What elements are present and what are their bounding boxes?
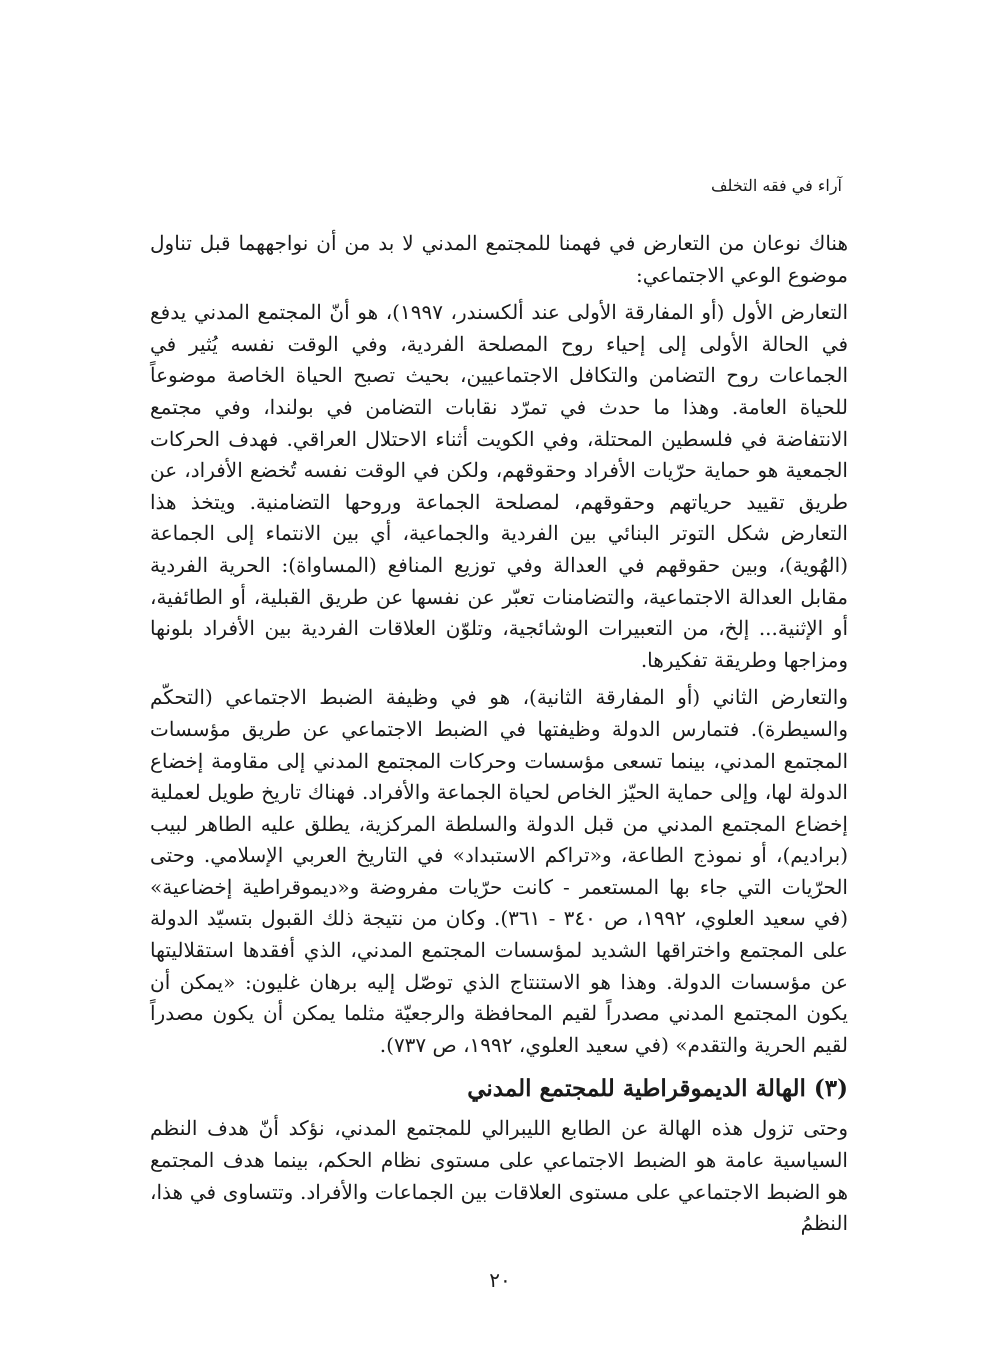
paragraph-first-contradiction: التعارض الأول (أو المفارقة الأولى عند ألكسندر، ١٩٩٧)، هو أنّ المجتمع المدني يدفع في الحالة الأولى إلى إحياء روح المصلحة الفردية، وفي الوقت نفسه يُثير في الجماعات روح التضامن والتكافل الاجتماعيين، بحيث تصبح الحياة الخاصة موضوعاً للحياة العامة. وهذا ما حدث في تمرّد نقابات التضامن في بولندا، وفي مجتمع الانتفاضة في فلسطين المحتلة، وفي الكويت أثناء الاحتلال العراقي. فهدف الحركات الجمعية هو حماية حرّيات الأفراد وحقوقهم، ولكن في الوقت نفسه تُخضع الأفراد، عن طريق تقييد حرياتهم وحقوقهم، لمصلحة الجماعة وروحها التضامنية. ويتخذ هذا التعارض شكل التوتر البنائي بين الفردية والجماعية، أي بين الانتماء إلى الجماعة (الهُوية)، وبين حقوقهم في العدالة وفي توزيع المنافع (المساواة): الحرية الفردية مقابل العدالة الاجتماعية، والتضامنات تعبّر عن نفسها عن طريق القبلية، أو الطائفية، أو الإثنية... إلخ، من التعبيرات الوشائجية، وتلوّن العلاقات الفردية بين الأفراد بلونها ومزاجها وطريقة تفكيرها. [150,300,849,672]
page-number: ٢٠ [489,1268,511,1292]
section-heading: (٣) الهالة الديموقراطية للمجتمع المدني [467,1075,848,1103]
paragraph-section: وحتى تزول هذه الهالة عن الطابع الليبرالي للمجتمع المدني، نؤكد أنّ هدف النظم السياسية عامة هو الضبط الاجتماعي على مستوى نظام الحكم، بينما هدف المجتمع هو الضبط الاجتماعي على مستوى العلاقات بين الجماعات والأفراد. وتتساوى في هذا، النظمُ [150,1116,848,1236]
running-head: آراء في فقه التخلف [710,176,842,195]
paragraph-second-contradiction: والتعارض الثاني (أو المفارقة الثانية)، هو في وظيفة الضبط الاجتماعي (التحكّم والسيطرة). فتمارس الدولة وظيفتها في الضبط الاجتماعي عن طريق مؤسسات المجتمع المدني، بينما تسعى مؤسسات وحركات المجتمع المدني إلى مقاومة إخضاع الدولة لها، وإلى حماية الحيّز الخاص لحياة الجماعة والأفراد. فهناك تاريخ طويل لعملية إخضاع المجتمع المدني من قبل الدولة والسلطة المركزية، يطلق عليه الطاهر لبيب (براديم)، أو نموذج الطاعة، و«تراكم الاستبداد» في التاريخ العربي الإسلامي. وحتى الحرّيات التي جاء بها المستعمر - كانت حرّيات مفروضة و«ديموقراطية إخضاعية» (في سعيد العلوي، ١٩٩٢، ص ٣٤٠ - ٣٦١). وكان من نتيجة ذلك القبول بتسيّد الدولة على المجتمع واختراقها الشديد لمؤسسات المجتمع المدني، الذي أفقدها استقلاليتها عن مؤسسات الدولة. وهذا هو الاستنتاج الذي توصّل إليه برهان غليون: «يمكن أن يكون المجتمع المدني مصدراً لقيم المحافظة والرجعيّة مثلما يمكن أن يكون مصدراً لقيم الحرية والتقدم» (في سعيد العلوي، ١٩٩٢، ص ٧٣٧). [150,685,849,1057]
body-text [150,228,848,1240]
paragraph-intro: هناك نوعان من التعارض في فهمنا للمجتمع المدني لا بد من أن نواجههما قبل تناول موضوع الوعي الاجتماعي: [150,231,848,287]
